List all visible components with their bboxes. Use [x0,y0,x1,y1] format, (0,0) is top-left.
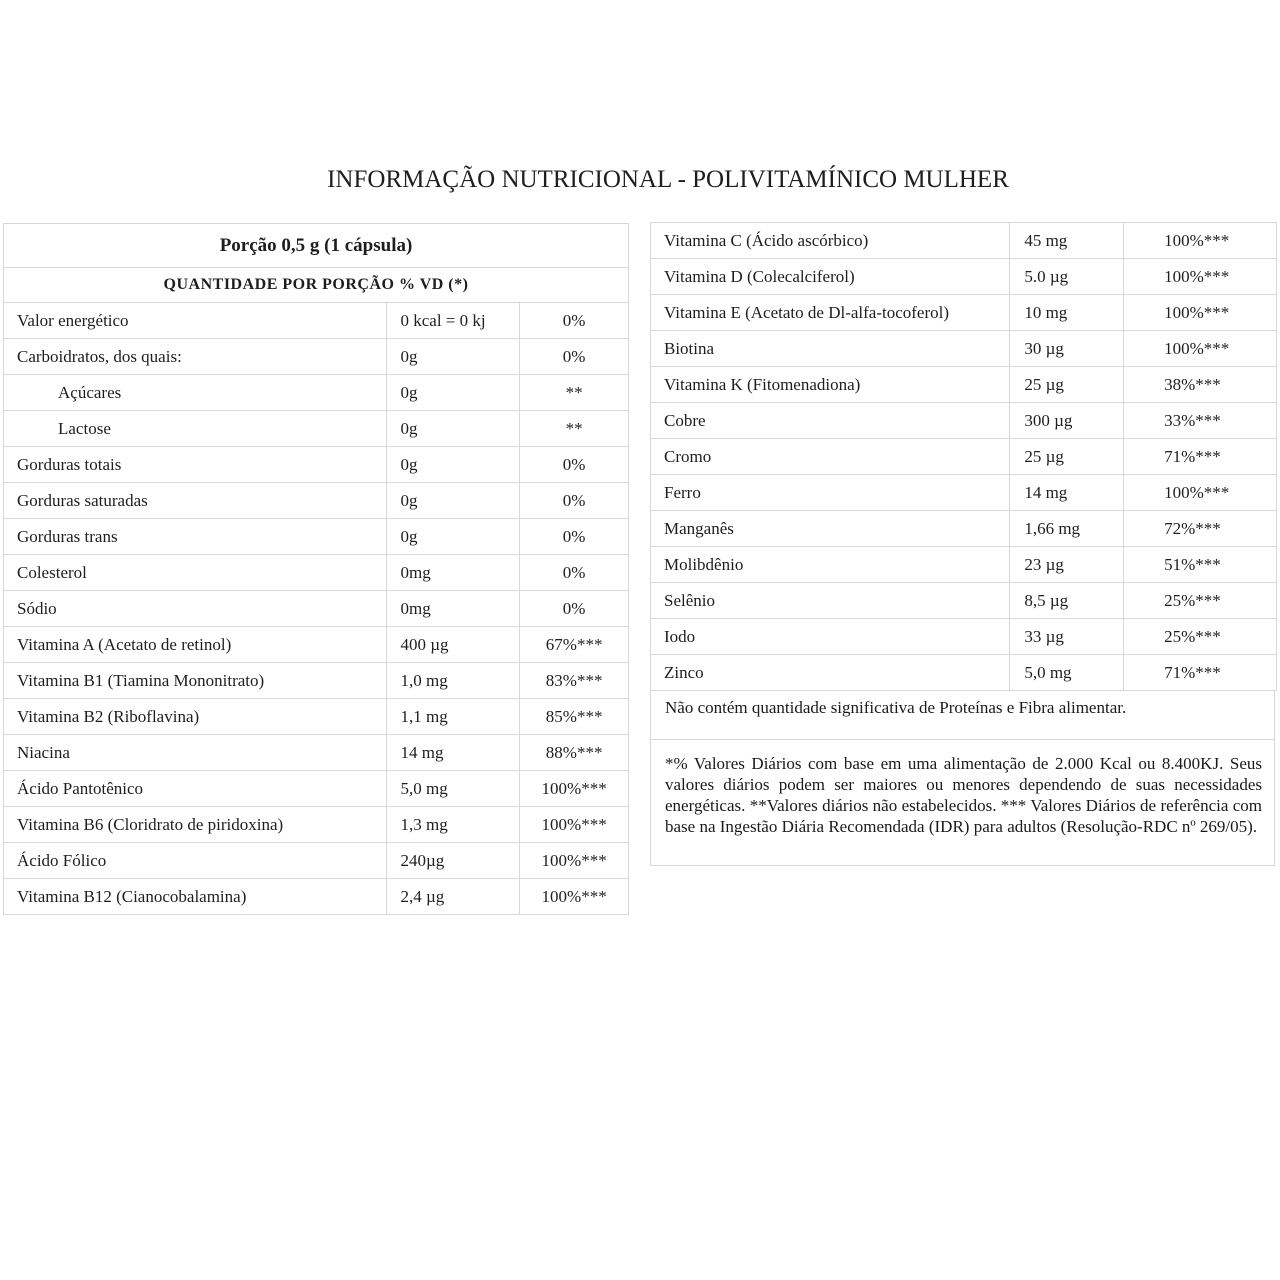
nutrient-amount: 0g [387,519,520,555]
table-row [651,295,1277,331]
nutrient-name: Vitamina D (Colecalciferol) [651,259,1010,295]
quantity-header: QUANTIDADE POR PORÇÃO % VD (*) [4,268,629,303]
nutrient-amount: 5,0 mg [387,771,520,807]
table-row [651,547,1277,583]
nutrient-amount: 33 µg [1010,619,1124,655]
nutrient-name: Vitamina A (Acetato de retinol) [4,627,387,663]
nutrient-daily-value: 100%*** [1124,223,1277,259]
nutrient-amount: 14 mg [1010,475,1124,511]
nutrient-name: Carboidratos, dos quais: [4,339,387,375]
nutrient-amount: 45 mg [1010,223,1124,259]
nutrient-daily-value: 67%*** [520,627,629,663]
table-row [4,375,629,411]
page-title: INFORMAÇÃO NUTRICIONAL - POLIVITAMÍNICO MULHER [327,166,1009,193]
nutrient-amount: 25 µg [1010,439,1124,475]
table-row [4,843,629,879]
nutrient-name: Manganês [651,511,1010,547]
table-row [4,807,629,843]
notes-box [650,690,1275,866]
nutrient-name: Vitamina B6 (Cloridrato de piridoxina) [4,807,387,843]
nutrient-name: Ácido Pantotênico [4,771,387,807]
nutrient-name: Vitamina E (Acetato de Dl-alfa-tocoferol) [651,295,1010,331]
table-row [4,447,629,483]
nutrient-amount: 8,5 µg [1010,583,1124,619]
portion-label: Porção 0,5 g (1 cápsula) [4,224,629,268]
table-row [4,303,629,339]
nutrient-amount: 0g [387,375,520,411]
nutrient-name: Cobre [651,403,1010,439]
nutrient-name: Açúcares [4,375,387,411]
nutrient-amount: 240µg [387,843,520,879]
table-row [651,367,1277,403]
nutrient-name: Vitamina C (Ácido ascórbico) [651,223,1010,259]
notes-divider [651,739,1274,740]
nutrient-name: Sódio [4,591,387,627]
nutrient-amount: 23 µg [1010,547,1124,583]
nutrient-daily-value: 38%*** [1124,367,1277,403]
table-row [4,735,629,771]
table-row [651,619,1277,655]
nutrient-name: Colesterol [4,555,387,591]
quantity-header-row [4,268,629,303]
table-row [4,591,629,627]
table-row [651,331,1277,367]
table-row [4,699,629,735]
nutrient-name: Zinco [651,655,1010,691]
nutrient-name: Molibdênio [651,547,1010,583]
nutrient-daily-value: 33%*** [1124,403,1277,439]
nutrient-daily-value: 0% [520,483,629,519]
daily-values-footnote: *% Valores Diários com base em uma alimentação de 2.000 Kcal ou 8.400KJ. Seus valores diários podem ser maiores ou menores dependendo de suas necessidades energéticas. **Valores diários não estabelecidos. *** Valores Diários de referência com base na Ingestão Diária Recomendada (IDR) para adultos (Resolução-RDC nº 269/05). [665,754,1262,836]
nutrient-daily-value: 0% [520,339,629,375]
nutrient-daily-value: 51%*** [1124,547,1277,583]
table-row [4,519,629,555]
nutrient-daily-value: 100%*** [1124,259,1277,295]
nutrient-daily-value: 71%*** [1124,655,1277,691]
nutrient-amount: 0g [387,447,520,483]
table-row [4,663,629,699]
nutrient-daily-value: 100%*** [520,771,629,807]
nutrient-daily-value: 100%*** [520,807,629,843]
table-row [4,627,629,663]
nutrient-amount: 1,3 mg [387,807,520,843]
nutrient-amount: 0 kcal = 0 kj [387,303,520,339]
table-row [4,879,629,915]
nutrient-daily-value: 0% [520,519,629,555]
nutrient-daily-value: 0% [520,555,629,591]
table-row [4,483,629,519]
nutrition-table-left [3,223,629,915]
nutrient-name: Lactose [4,411,387,447]
table-row [4,555,629,591]
nutrient-amount: 300 µg [1010,403,1124,439]
nutrient-name: Ferro [651,475,1010,511]
nutrient-daily-value: 100%*** [520,879,629,915]
nutrient-amount: 1,66 mg [1010,511,1124,547]
nutrient-amount: 30 µg [1010,331,1124,367]
nutrient-name: Selênio [651,583,1010,619]
nutrient-daily-value: 25%*** [1124,619,1277,655]
nutrient-amount: 10 mg [1010,295,1124,331]
nutrient-amount: 1,1 mg [387,699,520,735]
nutrient-name: Vitamina B2 (Riboflavina) [4,699,387,735]
nutrient-amount: 14 mg [387,735,520,771]
nutrient-daily-value: 85%*** [520,699,629,735]
table-row [651,403,1277,439]
nutrient-amount: 0g [387,483,520,519]
portion-row [4,224,629,268]
nutrient-daily-value: 0% [520,591,629,627]
nutrient-name: Gorduras saturadas [4,483,387,519]
nutrient-amount: 0g [387,339,520,375]
nutrient-name: Gorduras totais [4,447,387,483]
nutrient-name: Iodo [651,619,1010,655]
nutrient-daily-value: 100%*** [1124,295,1277,331]
table-row [651,475,1277,511]
nutrient-daily-value: 83%*** [520,663,629,699]
table-row [651,511,1277,547]
nutrient-name: Valor energético [4,303,387,339]
nutrient-name: Vitamina B1 (Tiamina Mononitrato) [4,663,387,699]
nutrient-daily-value: 100%*** [520,843,629,879]
nutrient-amount: 2,4 µg [387,879,520,915]
nutrient-daily-value: ** [520,411,629,447]
nutrient-amount: 400 µg [387,627,520,663]
table-row [4,339,629,375]
table-row [651,583,1277,619]
nutrient-daily-value: 100%*** [1124,331,1277,367]
nutrient-daily-value: 0% [520,303,629,339]
table-row [651,223,1277,259]
nutrient-amount: 5.0 µg [1010,259,1124,295]
table-row [4,411,629,447]
nutrition-table-right [650,222,1277,691]
nutrient-amount: 0mg [387,555,520,591]
nutrient-daily-value: 25%*** [1124,583,1277,619]
nutrient-amount: 0g [387,411,520,447]
nutrient-daily-value: ** [520,375,629,411]
protein-fiber-note: Não contém quantidade significativa de Proteínas e Fibra alimentar. [665,698,1127,717]
nutrient-name: Cromo [651,439,1010,475]
nutrient-name: Vitamina B12 (Cianocobalamina) [4,879,387,915]
nutrient-name: Niacina [4,735,387,771]
nutrient-amount: 5,0 mg [1010,655,1124,691]
nutrient-name: Ácido Fólico [4,843,387,879]
nutrient-daily-value: 88%*** [520,735,629,771]
table-row [4,771,629,807]
nutrient-amount: 1,0 mg [387,663,520,699]
table-row [651,439,1277,475]
nutrient-amount: 0mg [387,591,520,627]
nutrient-daily-value: 72%*** [1124,511,1277,547]
nutrient-amount: 25 µg [1010,367,1124,403]
nutrient-daily-value: 0% [520,447,629,483]
nutrient-daily-value: 100%*** [1124,475,1277,511]
table-row [651,655,1277,691]
nutrient-daily-value: 71%*** [1124,439,1277,475]
nutrient-name: Biotina [651,331,1010,367]
table-row [651,259,1277,295]
nutrient-name: Vitamina K (Fitomenadiona) [651,367,1010,403]
nutrient-name: Gorduras trans [4,519,387,555]
